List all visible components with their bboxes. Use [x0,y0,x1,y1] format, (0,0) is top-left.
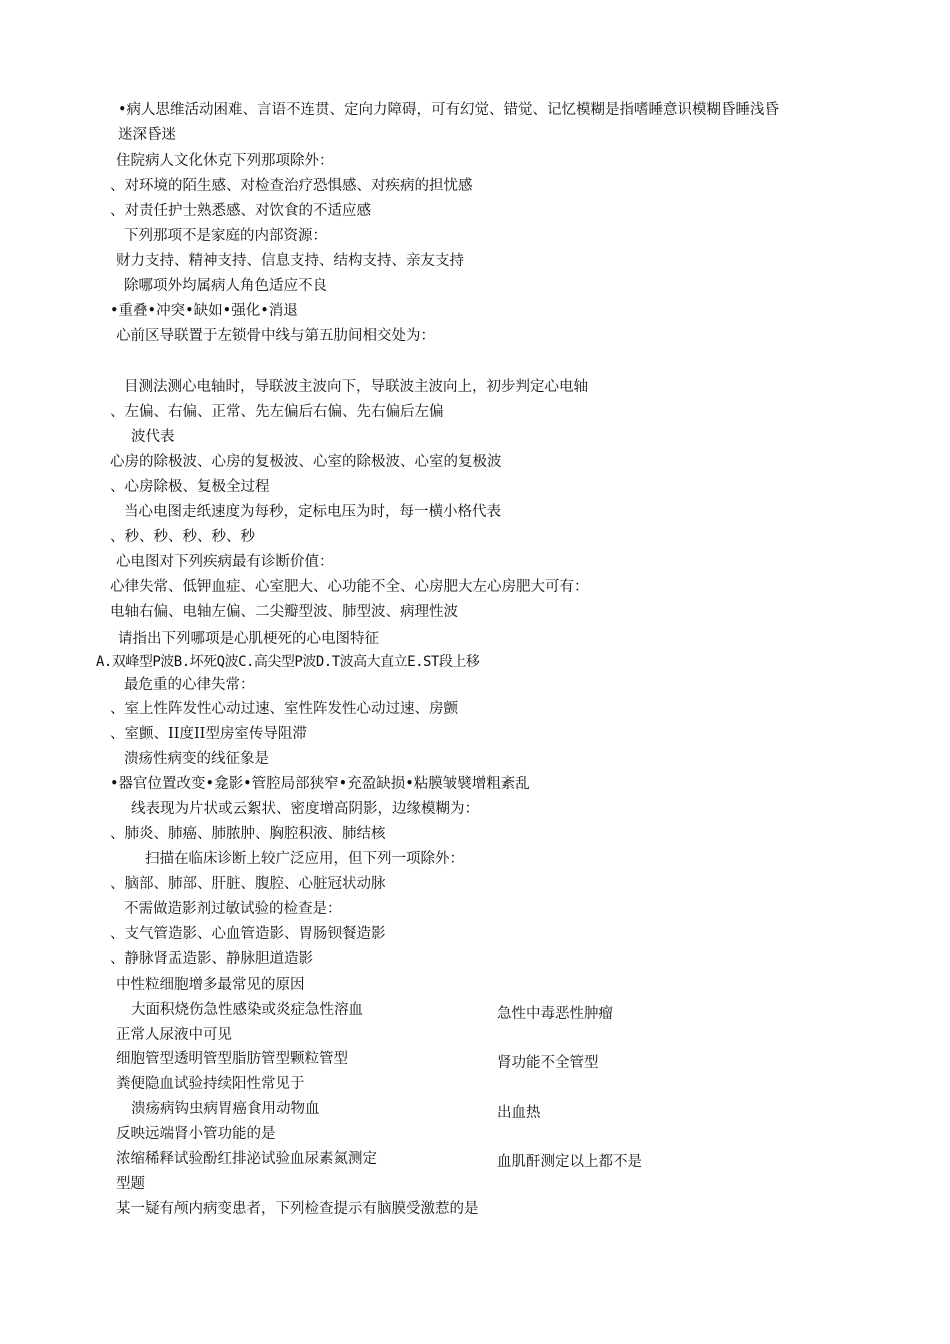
text-line: 型题 [116,1176,145,1192]
text-line: 正常人尿液中可见 [116,1027,232,1043]
text-line: 波代表 [131,429,175,445]
text-line: 、静脉肾盂造影、静脉胆道造影 [110,951,313,967]
text-line: 细胞管型透明管型脂肪管型颗粒管型 [116,1051,348,1067]
text-line: 血肌酐测定以上都不是 [497,1154,642,1170]
text-line: 心房的除极波、心房的复极波、心室的除极波、心室的复极波 [110,454,502,470]
text-line: 、秒、秒、秒、秒、秒 [110,529,255,545]
text-line: 浓缩稀释试验酚红排泌试验血尿素氮测定 [116,1151,377,1167]
text-line: •病人思维活动困难、言语不连贯、定向力障碍，可有幻觉、错觉、记忆模糊是指嗜睡意识模糊昏睡浅昏 [118,102,780,118]
text-line: 心电图对下列疾病最有诊断价值： [116,554,334,570]
text-line: 、肺炎、肺癌、肺脓肿、胸腔积液、肺结核 [110,826,386,842]
text-line: 不需做造影剂过敏试验的检查是： [124,901,342,917]
text-line: 、脑部、肺部、肝脏、腹腔、心脏冠状动脉 [110,876,386,892]
text-line: 、对责任护士熟悉感、对饮食的不适应感 [110,203,371,219]
text-line: 目测法测心电轴时，导联波主波向下，导联波主波向上，初步判定心电轴 [124,379,588,395]
text-line: 下列那项不是家庭的内部资源： [124,228,327,244]
text-line: 溃疡病钩虫病胃癌食用动物血 [131,1101,320,1117]
text-line: 扫描在临床诊断上较广泛应用，但下列一项除外： [145,851,464,867]
text-line: 、支气管造影、心血管造影、胃肠钡餐造影 [110,926,386,942]
text-line: 某一疑有颅内病变患者，下列检查提示有脑膜受激惹的是 [116,1201,479,1217]
text-line: 迷深昏迷 [118,127,176,143]
text-line: •重叠•冲突•缺如•强化•消退 [110,303,298,319]
text-line: 请指出下列哪项是心肌梗死的心电图特征 [118,631,379,647]
text-line: 最危重的心律失常： [124,677,255,693]
text-line: •器官位置改变•龛影•管腔局部狭窄•充盈缺损•粘膜皱襞增粗紊乱 [110,776,530,792]
text-line: 、室颤、II度II型房室传导阻滞 [110,726,307,742]
text-line: 、对环境的陌生感、对检查治疗恐惧感、对疾病的担忧感 [110,178,473,194]
text-line: 线表现为片状或云絮状、密度增高阴影，边缘模糊为： [131,801,479,817]
text-line: A.双峰型P波B.坏死Q波C.高尖型P波D.T波高大直立E.ST段上移 [96,654,480,670]
text-line: 、左偏、右偏、正常、先左偏后右偏、先右偏后左偏 [110,404,444,420]
text-line: 除哪项外均属病人角色适应不良 [124,278,327,294]
text-line: 出血热 [497,1105,541,1121]
text-line: 中性粒细胞增多最常见的原因 [116,977,305,993]
text-line: 心前区导联置于左锁骨中线与第五肋间相交处为： [116,328,435,344]
text-line: 财力支持、精神支持、信息支持、结构支持、亲友支持 [116,253,464,269]
text-line: 、心房除极、复极全过程 [110,479,270,495]
text-line: 、室上性阵发性心动过速、室性阵发性心动过速、房颤 [110,701,458,717]
text-line: 溃疡性病变的线征象是 [124,751,269,767]
text-line: 当心电图走纸速度为每秒，定标电压为时，每一横小格代表 [124,504,501,520]
text-line: 住院病人文化休克下列那项除外： [116,153,334,169]
text-line: 反映远端肾小管功能的是 [116,1126,276,1142]
text-line: 电轴右偏、电轴左偏、二尖瓣型波、肺型波、病理性波 [110,604,458,620]
text-line: 粪便隐血试验持续阳性常见于 [116,1076,305,1092]
text-line: 急性中毒恶性肿瘤 [497,1006,613,1022]
text-line: 肾功能不全管型 [497,1055,599,1071]
text-line: 大面积烧伤急性感染或炎症急性溶血 [131,1002,363,1018]
text-line: 心律失常、低钾血症、心室肥大、心功能不全、心房肥大左心房肥大可有： [110,579,589,595]
